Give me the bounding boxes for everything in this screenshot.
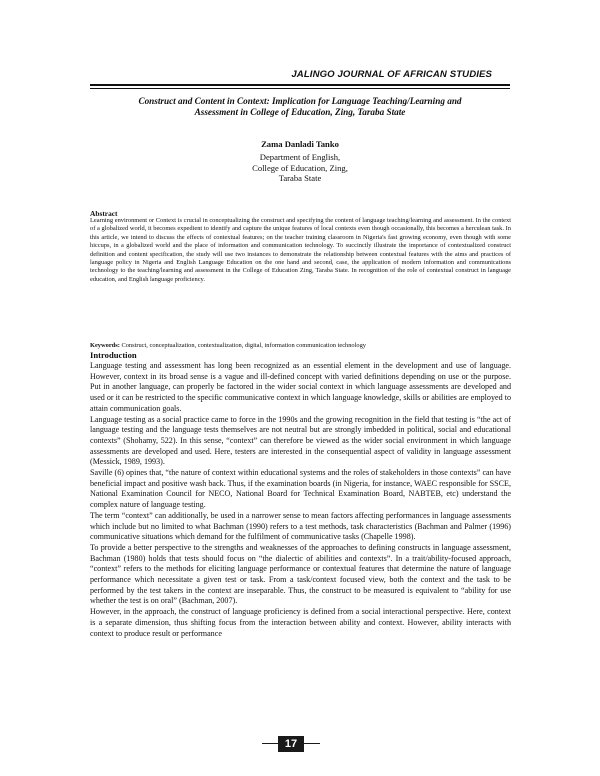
- keywords-text: Construct, conceptualization, contextualization, digital, information communication technology: [121, 342, 366, 349]
- affiliation-line: College of Education, Zing,: [252, 162, 348, 173]
- article-title: [100, 96, 500, 118]
- affiliation-line: Department of English,: [259, 152, 341, 162]
- abstract-text: Learning environment or Context is crucial in conceptualizing the construct and specifying the content of language teaching/learning and assessment. In the context of a globalized world, it becomes expedient to identify and capture the unique features of local contexts even though occasionally, this becomes a herculean task. In this article, we intend to discuss the effects of contextual features; on the teacher training classroom in Nigeria's fast growing economy, even though with some hiccups, in a globalized world and the place of information and communication technology. To succinctly illustrate the importance of contextualized construct definition and content specification, the study will use two instances to demonstrate the relationship between contextual features with the aims and practices of language policy in Nigeria and English Language Education on the one hand and second, case, the application of modern information and communications technology to the teaching/learning and assessment in the College of Education Zing, Taraba State. In recognition of the role of contextual construct in language education, and English language proficiency.: [90, 217, 511, 283]
- abstract-heading: Abstract: [90, 209, 118, 218]
- body-paragraph: The term “context” can additionally, be used in a narrower sense to mean factors affecting performances in language assessments which include but no limited to what Bachman (1990) refers to a test methods, task characteristics (Bachman and Palmer (1996) communicative situations which demand for the fulfilment of communicative tasks (Chapelle 1998).: [90, 510, 511, 542]
- introduction-heading: Introduction: [90, 350, 137, 360]
- keywords: [90, 342, 511, 350]
- article-title-line: Construct and Content in Context: Implication for Language Teaching/Learning and: [138, 96, 462, 106]
- body-paragraph: However, in the approach, the construct of language proficiency is defined from a social interactional perspective. Here, context is a separate dimension, thus shifting focus from the interaction between ability and context. However, ability interacts with context to produce result or performance: [90, 607, 511, 638]
- author-affiliation: [150, 152, 450, 184]
- body-paragraph: Language testing as a social practice came to force in the 1990s and the growing recognition in the field that testing is “the act of language testing and the language tests themselves are not neutral but are strongly imbedded in political, social and educational contexts” (Shohamy, 522). In this sense, “context” can therefore be viewed as the wider social environment in which language assessments are developed and used. Here, testers are interested in the consequential aspect of validity in language assessment (Messick, 1989, 1993).: [90, 414, 511, 467]
- keywords-label: Keywords:: [90, 342, 120, 349]
- page-number: 17: [278, 736, 304, 752]
- journal-title: JALINGO JOURNAL OF AFRICAN STUDIES: [291, 69, 492, 80]
- body-paragraph: Language testing and assessment has long been recognized as an essential element in the development and use of language. However, context in its broad sense is a vague and ill-defined concept with varied definitions depending on use or the purpose. Put in another language, can properly be factored in the wider social context in which language assessments are developed and used or it can be restricted to the specific communicative context in which language knowledge, skills or abilities are employed to attain communication goals.: [90, 361, 511, 413]
- header-rule-thin: [90, 88, 510, 89]
- author-name: Zama Danladi Tanko: [261, 139, 339, 149]
- header-rule-thick: [90, 84, 510, 86]
- body-paragraph: Saville (6) opines that, “the nature of context within educational systems and the roles of stakeholders in those contexts” can have beneficial impact and positive wash back. Thus, if the examination boards (in Nigeria, for instance, WAEC responsible for SSCE, National Examination Council for NECO, National Board for Technical Examination Board, NABTEB, etc) understand the complex nature of language testing.: [90, 468, 511, 510]
- affiliation-line: Taraba State: [278, 173, 322, 183]
- introduction-body: [90, 361, 511, 639]
- article-title-line: Assessment in College of Education, Zing, Taraba State: [194, 107, 406, 117]
- body-paragraph: To provide a better perspective to the strengths and weaknesses of the approaches to defining constructs in language assessment, Bachman (1980) holds that tests should focus on “the dialectic of abilities and contexts”. In a trait/ability-focused approach, “context” refers to the methods for eliciting language performance or contextual features that determine the nature of language performance which necessitate a given test or task. From a task/context focused view, both the context and the task to be performed by the test takers in the context are inseparable. Thus, the construct to be measured is equivalent to “ability for use whether the test is on oral” (Bachman, 2007).: [90, 542, 511, 606]
